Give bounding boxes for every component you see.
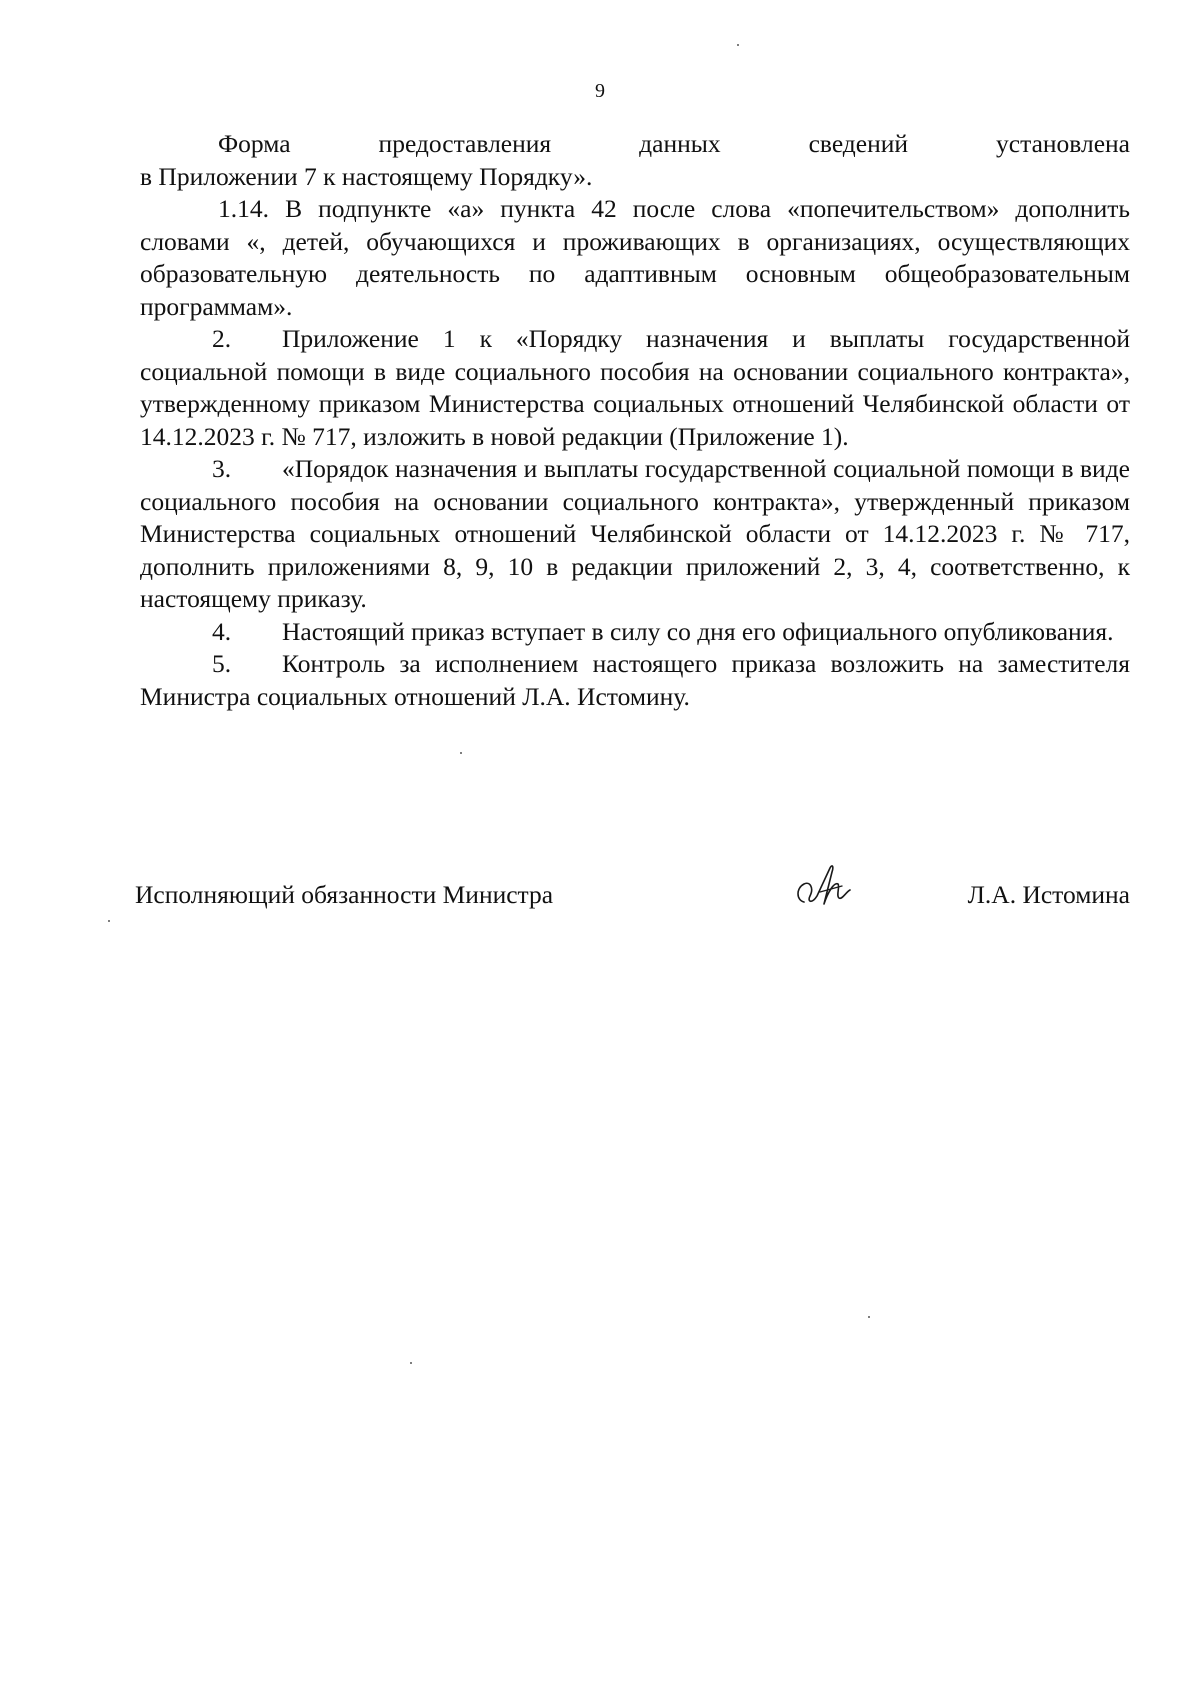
item-3-text: «Порядок назначения и выплаты государственной социальной помощи в виде социального пособия на основании социального контракта», утвержденный приказом Министерства социальных отношений Челябинской области от 14.12.2023 г. № 717, дополнить приложениями 8, 9, 10 в редакции приложений 2, 3, 4, соответственно, к настоящему приказу. [140,454,1130,613]
scan-speck [410,1362,412,1364]
signature-block [135,870,1130,930]
item-5-number: 5. [212,649,232,678]
item-4-number: 4. [212,616,232,646]
scan-speck [460,752,462,754]
item-5-text: Контроль за исполнением настоящего приказа возложить на заместителя Министра социальных отношений Л.А. Истомину. [140,649,1130,711]
signatory-name: Л.А. Истомина [967,880,1130,909]
paragraph-form-line1: Форма предоставления данных сведений установлена [218,129,1130,158]
document-body [140,128,1130,713]
handwritten-signature [790,862,860,918]
item-3 [140,453,1130,616]
item-2 [140,323,1130,453]
scan-speck [108,920,110,922]
item-2-number: 2. [212,324,232,353]
scan-speck [868,1316,870,1318]
paragraph-1-14: 1.14. В подпункте «а» пункта 42 после слова «попечительством» дополнить словами «, детей, обучающихся и проживающих в организациях, осуществляющих образовательную деятельность по адаптивным основным общеобразовательным программам». [140,194,1130,321]
item-5 [140,648,1130,713]
item-4-text: Настоящий приказ вступает в силу со дня его официального опубликования. [282,616,1114,646]
page-number: 9 [595,80,605,102]
paragraph-form-line2: в Приложении 7 к настоящему Порядку». [140,161,593,191]
scan-speck [737,44,739,46]
item-2-text: Приложение 1 к «Порядку назначения и выплаты государственной социальной помощи в виде социального пособия на основании социального контракта», утвержденному приказом Министерства социальных отношений Челябинской области от 14.12.2023 г. № 717, изложить в новой редакции (Приложение 1). [140,324,1130,451]
item-4 [140,616,1130,649]
signatory-title: Исполняющий обязанности Министра [135,880,554,909]
item-3-number: 3. [212,454,232,483]
